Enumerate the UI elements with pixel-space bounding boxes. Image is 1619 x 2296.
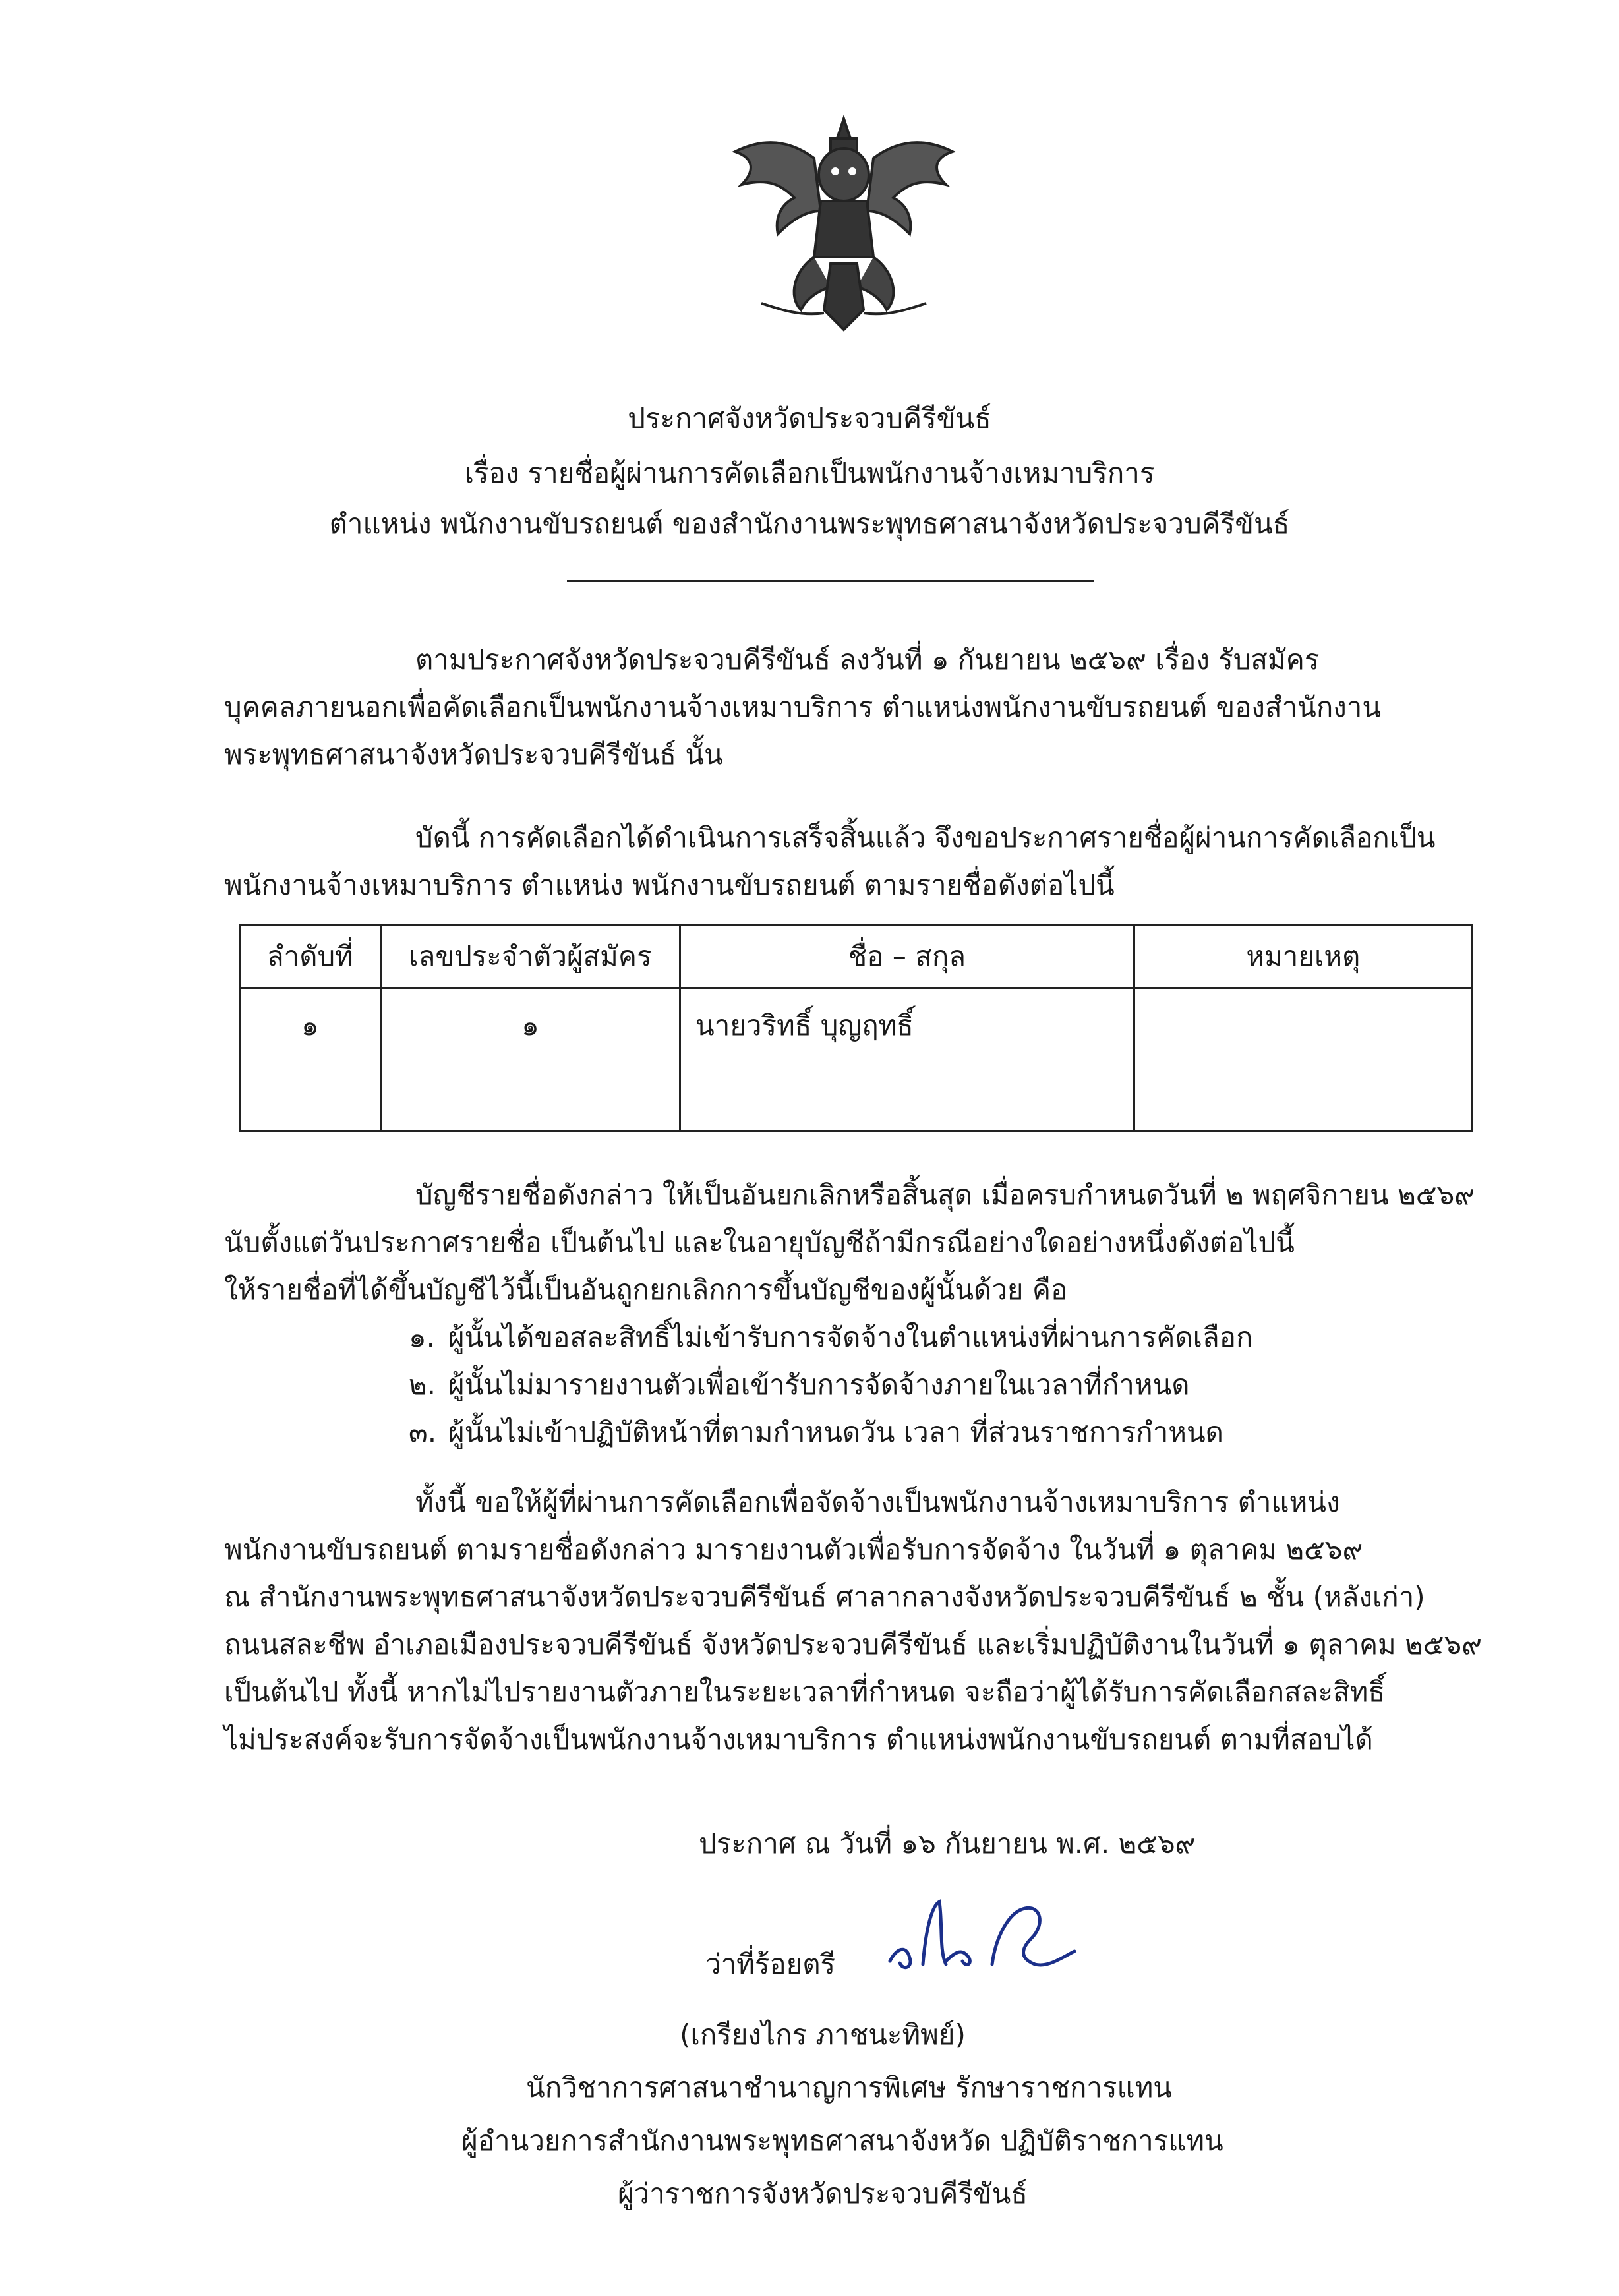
list-item-text: ผู้นั้นได้ขอสละสิทธิ์ไม่เข้ารับการจัดจ้างในตำแหน่งที่ผ่านการคัดเลือก	[448, 1321, 1253, 1353]
list-item-text: ผู้นั้นไม่มารายงานตัวเพื่อเข้ารับการจัดจ้างภายในเวลาที่กำหนด	[448, 1369, 1190, 1401]
signer-position-line-1: นักวิชาการศาสนาชำนาญการพิเศษ รักษาราชการแทน	[526, 2071, 1172, 2104]
announcement-position: ตำแหน่ง พนักงานขับรถยนต์ ของสำนักงานพระพุทธศาสนาจังหวัดประจวบคีรีขันธ์	[329, 508, 1290, 540]
cell-remarks	[1134, 989, 1472, 1131]
table-row	[240, 989, 1473, 1131]
header-divider	[567, 580, 1094, 582]
paragraph-line: บุคคลภายนอกเพื่อคัดเลือกเป็นพนักงานจ้างเหมาบริการ ตำแหน่งพนักงานขับรถยนต์ ของสำนักงาน	[224, 691, 1382, 723]
paragraph-line: บัดนี้ การคัดเลือกได้ดำเนินการเสร็จสิ้นแล้ว จึงขอประกาศรายชื่อผู้ผ่านการคัดเลือกเป็น	[415, 821, 1436, 854]
cell-applicant-id: ๑	[380, 989, 680, 1131]
paragraph-line: พระพุทธศาสนาจังหวัดประจวบคีรีขันธ์ นั้น	[224, 738, 723, 771]
signer-name: (เกรียงไกร ภาชนะทิพย์)	[680, 2018, 966, 2051]
paragraph-list-validity	[224, 1171, 1473, 1314]
cell-name: นายวริทธิ์ บุญฤทธิ์	[680, 989, 1134, 1131]
list-item-number: ๓.	[409, 1416, 437, 1448]
signer-position-line-3: ผู้ว่าราชการจังหวัดประจวบคีรีขันธ์	[617, 2177, 1028, 2210]
column-header-applicant-id: เลขประจำตัวผู้สมัคร	[380, 925, 680, 989]
column-header-remarks: หมายเหตุ	[1134, 925, 1472, 989]
list-item-number: ๒.	[409, 1369, 436, 1401]
list-item	[409, 1314, 1252, 1361]
paragraph-line: ให้รายชื่อที่ได้ขึ้นบัญชีไว้นี้เป็นอันถูกยกเลิกการขึ้นบัญชีของผู้นั้นด้วย คือ	[224, 1274, 1068, 1306]
announcement-title: ประกาศจังหวัดประจวบคีรีขันธ์	[628, 402, 991, 434]
garuda-emblem-icon	[715, 112, 972, 339]
paragraph-reference	[224, 636, 1473, 779]
paragraph-line: ตามประกาศจังหวัดประจวบคีรีขันธ์ ลงวันที่ ๑ กันยายน ๒๕๖๙ เรื่อง รับสมัคร	[415, 643, 1320, 676]
paragraph-line: ทั้งนี้ ขอให้ผู้ที่ผ่านการคัดเลือกเพื่อจัดจ้างเป็นพนักงานจ้างเหมาบริการ ตำแหน่ง	[415, 1486, 1340, 1518]
list-item	[409, 1361, 1252, 1409]
signer-rank: ว่าที่ร้อยตรี	[705, 1948, 836, 1980]
signer-position-line-2: ผู้อำนวยการสำนักงานพระพุทธศาสนาจังหวัด ปฏิบัติราชการแทน	[461, 2125, 1223, 2157]
selected-candidates-table	[239, 924, 1473, 1132]
paragraph-line: ณ สำนักงานพระพุทธศาสนาจังหวัดประจวบคีรีขันธ์ ศาลากลางจังหวัดประจวบคีรีขันธ์ ๒ ชั้น (หลังเก่า)	[224, 1581, 1425, 1613]
paragraph-line: เป็นต้นไป ทั้งนี้ หากไม่ไปรายงานตัวภายในระยะเวลาที่กำหนด จะถือว่าผู้ได้รับการคัดเลือกสละสิทธิ์	[224, 1676, 1385, 1708]
announcement-date: ประกาศ ณ วันที่ ๑๖ กันยายน พ.ศ. ๒๕๖๙	[699, 1827, 1196, 1860]
column-header-name: ชื่อ – สกุล	[680, 925, 1134, 989]
paragraph-report-instructions	[224, 1479, 1482, 1763]
paragraph-line: ถนนสละชีพ อำเภอเมืองประจวบคีรีขันธ์ จังหวัดประจวบคีรีขันธ์ และเริ่มปฏิบัติงานในวันที่ ๑ ตุลาคม ๒๕๖๙	[224, 1628, 1482, 1661]
cell-order: ๑	[240, 989, 381, 1131]
paragraph-result	[224, 814, 1473, 909]
paragraph-line: บัญชีรายชื่อดังกล่าว ให้เป็นอันยกเลิกหรือสิ้นสุด เมื่อครบกำหนดวันที่ ๒ พฤศจิกายน ๒๕๖๙	[415, 1179, 1475, 1211]
paragraph-line: นับตั้งแต่วันประกาศรายชื่อ เป็นต้นไป และในอายุบัญชีถ้ามีกรณีอย่างใดอย่างหนึ่งดังต่อไปนี้	[224, 1226, 1295, 1258]
handwritten-signature	[877, 1885, 1088, 1991]
list-item-text: ผู้นั้นไม่เข้าปฏิบัติหน้าที่ตามกำหนดวัน เวลา ที่ส่วนราชการกำหนด	[448, 1416, 1223, 1448]
list-item-number: ๑.	[409, 1321, 436, 1353]
table-header-row	[240, 925, 1473, 989]
column-header-order: ลำดับที่	[240, 925, 381, 989]
paragraph-line: พนักงานขับรถยนต์ ตามรายชื่อดังกล่าว มารายงานตัวเพื่อรับการจัดจ้าง ในวันที่ ๑ ตุลาคม ๒๕๖๙	[224, 1533, 1363, 1566]
announcement-subject: เรื่อง รายชื่อผู้ผ่านการคัดเลือกเป็นพนักงานจ้างเหมาบริการ	[464, 457, 1155, 489]
paragraph-line: พนักงานจ้างเหมาบริการ ตำแหน่ง พนักงานขับรถยนต์ ตามรายชื่อดังต่อไปนี้	[224, 869, 1115, 901]
cancellation-conditions-list	[409, 1314, 1252, 1456]
paragraph-line: ไม่ประสงค์จะรับการจัดจ้างเป็นพนักงานจ้างเหมาบริการ ตำแหน่งพนักงานขับรถยนต์ ตามที่สอบได้	[224, 1723, 1373, 1755]
list-item	[409, 1409, 1252, 1456]
